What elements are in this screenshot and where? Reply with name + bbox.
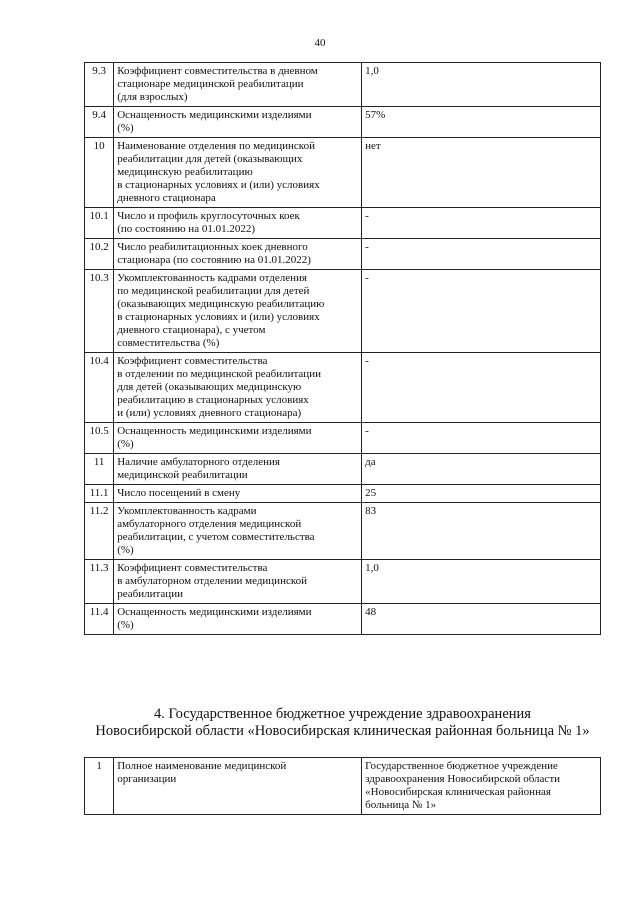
row-value: 1,0 (362, 560, 601, 604)
page-number: 40 (314, 37, 326, 49)
indicators-table (84, 62, 601, 635)
row-value: 57% (362, 107, 601, 138)
table-row (85, 270, 601, 353)
row-label: Укомплектованность кадрами отделения по медицинской реабилитации для детей (оказывающих медицинскую реабилитацию в стационарных условиях и (или) условиях дневного стационара), с учетом совместительства (%) (114, 270, 362, 353)
table-row (85, 503, 601, 560)
row-number: 11.2 (85, 503, 114, 560)
row-value: 48 (362, 604, 601, 635)
row-number: 11.3 (85, 560, 114, 604)
row-label: Наличие амбулаторного отделения медицинской реабилитации (114, 454, 362, 485)
table-row (85, 239, 601, 270)
row-value: - (362, 270, 601, 353)
table-row (85, 138, 601, 208)
row-value: - (362, 208, 601, 239)
row-number: 11.4 (85, 604, 114, 635)
row-value: 25 (362, 485, 601, 503)
row-label: Укомплектованность кадрами амбулаторного отделения медицинской реабилитации, с учетом совместительства (%) (114, 503, 362, 560)
table-row (85, 353, 601, 423)
row-label: Число посещений в смену (114, 485, 362, 503)
section-heading: 4. Государственное бюджетное учреждение здравоохранения Новосибирской области «Новосибирская клиническая районная больница № 1» (95, 706, 590, 739)
table-row (85, 758, 601, 815)
row-number: 11 (85, 454, 114, 485)
table-row (85, 485, 601, 503)
table-row (85, 423, 601, 454)
table-row (85, 208, 601, 239)
table-row (85, 604, 601, 635)
table-row (85, 560, 601, 604)
row-label: Оснащенность медицинскими изделиями (%) (114, 604, 362, 635)
table-row (85, 63, 601, 107)
row-value: - (362, 423, 601, 454)
row-value: Государственное бюджетное учреждение здравоохранения Новосибирской области «Новосибирская клиническая районная больница № 1» (362, 758, 601, 815)
row-value: да (362, 454, 601, 485)
table-row (85, 107, 601, 138)
row-number: 10 (85, 138, 114, 208)
row-label: Оснащенность медицинскими изделиями (%) (114, 423, 362, 454)
row-number: 10.5 (85, 423, 114, 454)
row-number: 9.4 (85, 107, 114, 138)
row-number: 10.1 (85, 208, 114, 239)
row-value: - (362, 353, 601, 423)
row-value: - (362, 239, 601, 270)
row-label: Число реабилитационных коек дневного стационара (по состоянию на 01.01.2022) (114, 239, 362, 270)
row-label: Наименование отделения по медицинской реабилитации для детей (оказывающих медицинскую реабилитацию в стационарных условиях и (или) условиях дневного стационара (114, 138, 362, 208)
row-label: Коэффициент совместительства в амбулаторном отделении медицинской реабилитации (114, 560, 362, 604)
row-number: 1 (85, 758, 114, 815)
row-value: нет (362, 138, 601, 208)
row-label: Полное наименование медицинской организации (114, 758, 362, 815)
row-label: Коэффициент совместительства в дневном стационаре медицинской реабилитации (для взрослых) (114, 63, 362, 107)
table-row (85, 454, 601, 485)
organization-table (84, 757, 601, 815)
row-number: 9.3 (85, 63, 114, 107)
row-label: Число и профиль круглосуточных коек (по состоянию на 01.01.2022) (114, 208, 362, 239)
row-number: 10.3 (85, 270, 114, 353)
row-value: 1,0 (362, 63, 601, 107)
row-number: 11.1 (85, 485, 114, 503)
row-label: Коэффициент совместительства в отделении по медицинской реабилитации для детей (оказывающих медицинскую реабилитацию в стационарных условиях и (или) условиях дневного стационара) (114, 353, 362, 423)
row-value: 83 (362, 503, 601, 560)
row-label: Оснащенность медицинскими изделиями (%) (114, 107, 362, 138)
row-number: 10.4 (85, 353, 114, 423)
row-number: 10.2 (85, 239, 114, 270)
